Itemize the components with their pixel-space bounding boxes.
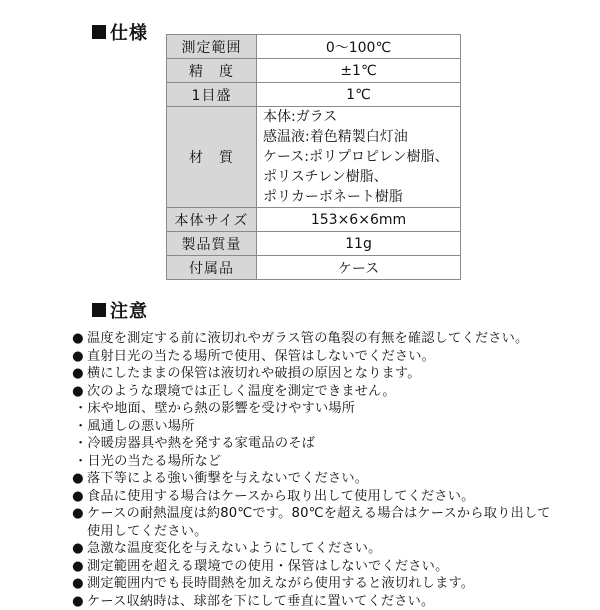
note-item [72,383,592,401]
spec-value: 0〜100℃ [257,35,461,59]
spec-row [167,107,461,208]
note-bullet: ● [72,330,87,348]
spec-value: 1℃ [257,83,461,107]
notes-heading [92,297,148,323]
material-line: 本体:ガラス [263,107,460,127]
note-text: 急激な温度変化を与えないようにしてください。 [87,541,382,556]
spec-table [166,34,461,280]
square-bullet-icon [92,303,106,317]
material-line: ケース:ポリプロピレン樹脂、 [263,147,460,167]
spec-key: 精 度 [167,59,257,83]
note-text: 横にしたままの保管は液切れや破損の原因となります。 [87,366,421,381]
note-text: 落下等による強い衝撃を与えないでください。 [87,471,368,486]
note-sub-bullet: ・ [74,436,87,451]
spec-row [167,256,461,280]
spec-value: ケース [257,256,461,280]
note-subitem [72,453,592,471]
note-item [72,593,592,610]
spec-row [167,59,461,83]
notes-list [72,330,592,610]
note-item [72,330,592,348]
note-subitem [72,400,592,418]
spec-heading [92,19,148,45]
note-subitem [72,435,592,453]
note-bullet: ● [72,558,87,576]
note-bullet: ● [72,505,87,523]
note-text: 直射日光の当たる場所で使用、保管はしないでください。 [87,349,435,364]
note-item [72,505,592,523]
note-text: 冷暖房器具や熱を発する家電品のそば [87,436,315,451]
spec-value-material [257,107,461,208]
note-text: ケースの耐熱温度は約80℃です。80℃を超える場合はケースから取り出して [87,506,551,521]
spec-value: 153×6×6mm [257,208,461,232]
spec-key: 材 質 [167,107,257,208]
square-bullet-icon [92,25,106,39]
spec-row [167,208,461,232]
note-sub-bullet: ・ [74,454,87,469]
note-item [72,348,592,366]
spec-row [167,83,461,107]
note-bullet: ● [72,575,87,593]
spec-key: 製品質量 [167,232,257,256]
note-bullet: ● [72,488,87,506]
note-bullet: ● [72,593,87,610]
note-item [72,488,592,506]
spec-key: 測定範囲 [167,35,257,59]
note-bullet: ● [72,348,87,366]
note-bullet: ● [72,540,87,558]
note-text: 床や地面、壁から熱の影響を受けやすい場所 [87,401,355,416]
note-sub-bullet: ・ [74,401,87,416]
material-line: ポリスチレン樹脂、 [263,167,460,187]
spec-heading-text: 仕様 [110,19,148,45]
spec-row [167,232,461,256]
note-text: 温度を測定する前に液切れやガラス管の亀裂の有無を確認してください。 [87,331,528,346]
note-subitem [72,418,592,436]
material-line: ポリカーボネート樹脂 [263,187,460,207]
note-text: 使用してください。 [87,524,208,539]
note-text: 日光の当たる場所など [87,454,221,469]
spec-value: 11g [257,232,461,256]
spec-value: ±1℃ [257,59,461,83]
notes-heading-text: 注意 [110,297,148,323]
note-bullet: ● [72,470,87,488]
note-text: 測定範囲内でも長時間熱を加えながら使用すると液切れします。 [87,576,474,591]
spec-key: 本体サイズ [167,208,257,232]
note-bullet: ● [72,365,87,383]
spec-key: 付属品 [167,256,257,280]
material-line: 感温液:着色精製白灯油 [263,127,460,147]
note-text: 風通しの悪い場所 [87,419,194,434]
note-text: 食品に使用する場合はケースから取り出して使用してください。 [87,489,475,504]
note-continuation [72,523,592,541]
note-item [72,558,592,576]
note-item [72,575,592,593]
spec-key: 1目盛 [167,83,257,107]
note-item [72,365,592,383]
note-sub-bullet: ・ [74,419,87,434]
note-text: 次のような環境では正しく温度を測定できません。 [87,384,396,399]
note-item [72,540,592,558]
note-item [72,470,592,488]
note-text: 測定範囲を超える環境での使用・保管はしないでください。 [87,559,448,574]
note-bullet: ● [72,383,87,401]
spec-row [167,35,461,59]
note-text: ケース収納時は、球部を下にして垂直に置いてください。 [87,594,434,609]
